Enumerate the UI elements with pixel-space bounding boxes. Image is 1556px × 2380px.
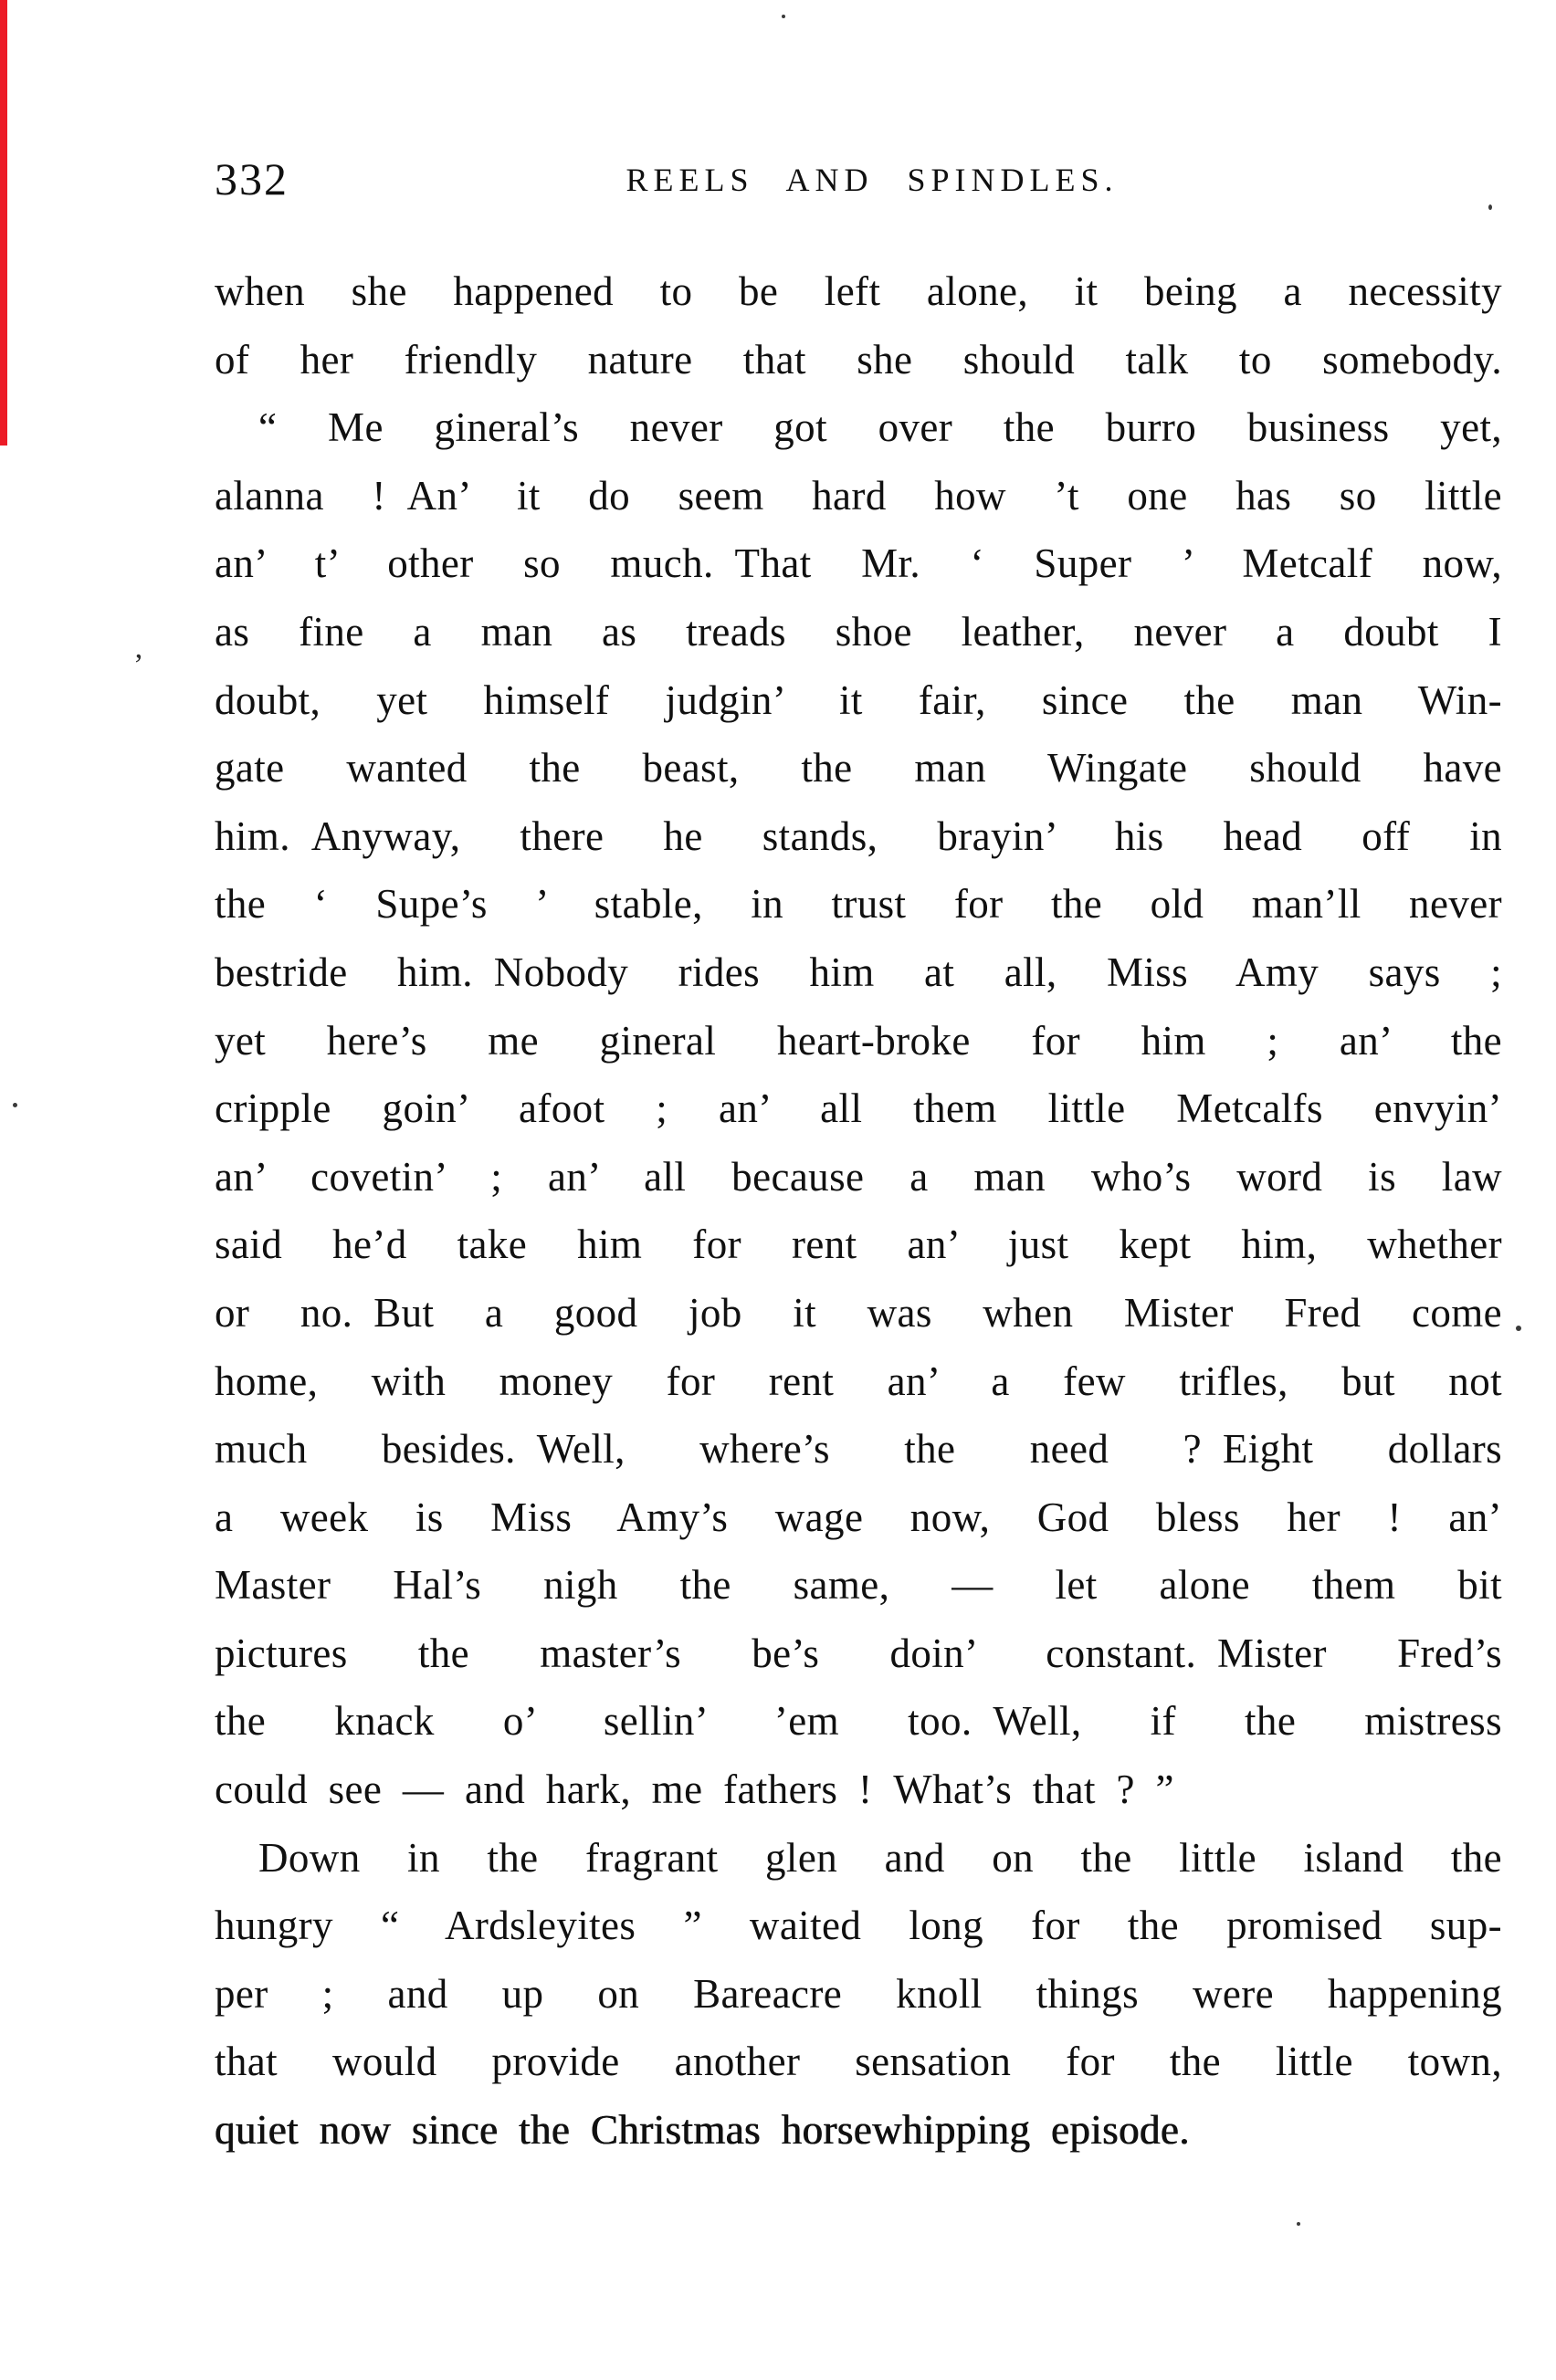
text-line: a week is Miss Amy’s wage now, God bless her ! an’ — [215, 1494, 1502, 1540]
text-line: could see — and hark, me fathers ! What’s that ? ” — [215, 1767, 1174, 1813]
scan-stray-mark: ’ — [133, 648, 144, 682]
text-line: the knack o’ sellin’ ’em too. Well, if the mistress — [215, 1698, 1502, 1745]
text-line: or no. But a good job it was when Mister Fred come — [215, 1289, 1502, 1336]
text-line: “ Me gineral’s never got over the burro business yet, — [258, 404, 1502, 451]
text-line: said he’d take him for rent an’ just kept him, whether — [215, 1221, 1502, 1268]
body-text — [215, 257, 1502, 2165]
text-line: per ; and up on Bareacre knoll things were happening — [215, 1970, 1502, 2017]
text-line: that would provide another sensation for the little town, — [215, 2039, 1502, 2085]
text-line: doubt, yet himself judgin’ it fair, since the man Win- — [215, 676, 1502, 723]
text-line: an’ covetin’ ; an’ all because a man who’s word is law — [215, 1153, 1502, 1200]
text-line: Down in the fragrant glen and on the little island the — [258, 1834, 1502, 1881]
running-title: REELS AND SPINDLES. — [626, 162, 1119, 198]
text-line: gate wanted the beast, the man Wingate should have — [215, 745, 1502, 792]
text-line: as fine a man as treads shoe leather, never a doubt I — [215, 608, 1502, 655]
page-number: 332 — [215, 153, 289, 204]
text-line: home, with money for rent an’ a few trifles, but not — [215, 1358, 1502, 1404]
text-line: yet here’s me gineral heart-broke for him ; an’ the — [215, 1017, 1502, 1064]
scan-speck — [1516, 1326, 1521, 1331]
text-line: Master Hal’s nigh the same, — let alone them bit — [215, 1562, 1502, 1609]
scan-edge-artifact — [0, 0, 7, 446]
text-line: pictures the master’s be’s doin’ constant. Mister Fred’s — [215, 1630, 1502, 1676]
text-line: bestride him. Nobody rides him at all, Miss Amy says ; — [215, 949, 1502, 995]
text-line: the ‘ Supe’s ’ stable, in trust for the old man’ll never — [215, 881, 1502, 928]
text-line: cripple goin’ afoot ; an’ all them little Metcalfs envyin’ — [215, 1085, 1502, 1132]
text-line: an’ t’ other so much. That Mr. ‘ Super ’ Metcalf now, — [215, 540, 1502, 587]
scan-speck — [1297, 2222, 1300, 2226]
text-line: alanna ! An’ it do seem hard how ’t one has so little — [215, 472, 1502, 519]
page-header — [215, 153, 1502, 204]
scan-speck — [1488, 204, 1492, 210]
text-line: much besides. Well, where’s the need ? Eight dollars — [215, 1426, 1502, 1473]
text-line: when she happened to be left alone, it being a necessity — [215, 268, 1502, 314]
text-line: hungry “ Ardsleyites ” waited long for the promised sup- — [215, 1903, 1502, 1949]
text-line: quiet now since the Christmas horsewhipping episode. — [215, 2107, 1190, 2154]
scan-speck — [13, 1103, 17, 1107]
text-line: him. Anyway, there he stands, brayin’ his head off in — [215, 813, 1502, 859]
scan-speck — [782, 15, 785, 18]
text-line: of her friendly nature that she should talk to somebody. — [215, 336, 1502, 383]
